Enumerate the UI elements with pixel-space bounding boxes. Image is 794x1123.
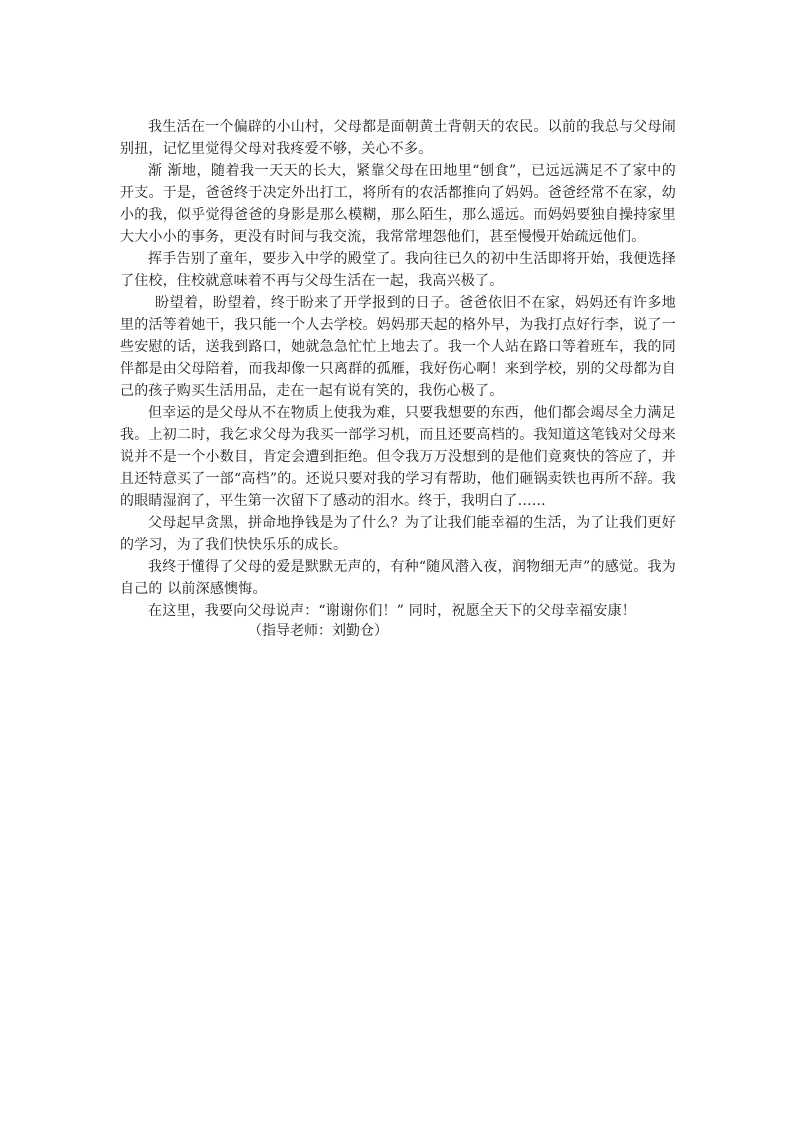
paragraph-5: 但幸运的是父母从不在物质上使我为难，只要我想要的东西，他们都会竭尽全力满足我。上初二时，我乞求父母为我买一部学习机，而且还要高档的。我知道这笔钱对父母来说并不是一个小数目，肯定会遭到拒绝。但令我万万没想到的是他们竟爽快的答应了，并且还特意买了一部“高档”的。还说只要对我的学习有帮助，他们砸锅卖铁也再所不辞。我的眼睛湿润了，平生第一次留下了感动的泪水。终于，我明白了…… bbox=[120, 405, 676, 509]
paragraph-4: 盼望着，盼望着，终于盼来了开学报到的日子。爸爸依旧不在家，妈妈还有许多地里的活等着她干，我只能一个人去学校。妈妈那天起的格外早，为我打点好行李，说了一些安慰的话，送我到路口，她就急急忙忙上地去了。我一个人站在路口等着班车，我的同伴都是由父母陪着，而我却像一只离群的孤雁，我好伤心啊！来到学校，别的父母都为自己的孩子购买生活用品，走在一起有说有笑的，我伤心极了。 bbox=[120, 295, 676, 399]
paragraph-1: 我生活在一个偏辟的小山村，父母都是面朝黄土背朝天的农民。以前的我总与父母闹别扭，记忆里觉得父母对我疼爱不够，关心不多。 bbox=[120, 119, 676, 157]
advisor-signature: （指导老师：刘勤仓） bbox=[248, 623, 388, 639]
paragraph-3: 挥手告别了童年，要步入中学的殿堂了。我向往已久的初中生活即将开始，我便选择了住校，住校就意味着不再与父母生活在一起，我高兴极了。 bbox=[120, 251, 676, 289]
paragraph-2: 渐 渐地，随着我一天天的长大，紧靠父母在田地里“刨食”，已远远满足不了家中的开支。于是，爸爸终于决定外出打工，将所有的农活都推向了妈妈。爸爸经常不在家，幼小的我，似乎觉得爸爸的身影是那么模糊，那么陌生，那么遥远。而妈妈要独自操持家里大大小小的事务，更没有时间与我交流，我常常埋怨他们，甚至慢慢开始疏远他们。 bbox=[120, 163, 676, 245]
article-body bbox=[120, 116, 676, 622]
paragraph-6: 父母起早贪黑，拼命地挣钱是为了什么？为了让我们能幸福的生活，为了让我们更好的学习，为了我们快快乐乐的成长。 bbox=[120, 515, 676, 553]
paragraph-7: 我终于懂得了父母的爱是默默无声的，有种“随风潜入夜，润物细无声”的感觉。我为自己的 以前深感懊悔。 bbox=[120, 559, 676, 597]
paragraph-8: 在这里，我要向父母说声：“谢谢你们！” 同时，祝愿全天下的父母幸福安康！ bbox=[148, 603, 636, 619]
